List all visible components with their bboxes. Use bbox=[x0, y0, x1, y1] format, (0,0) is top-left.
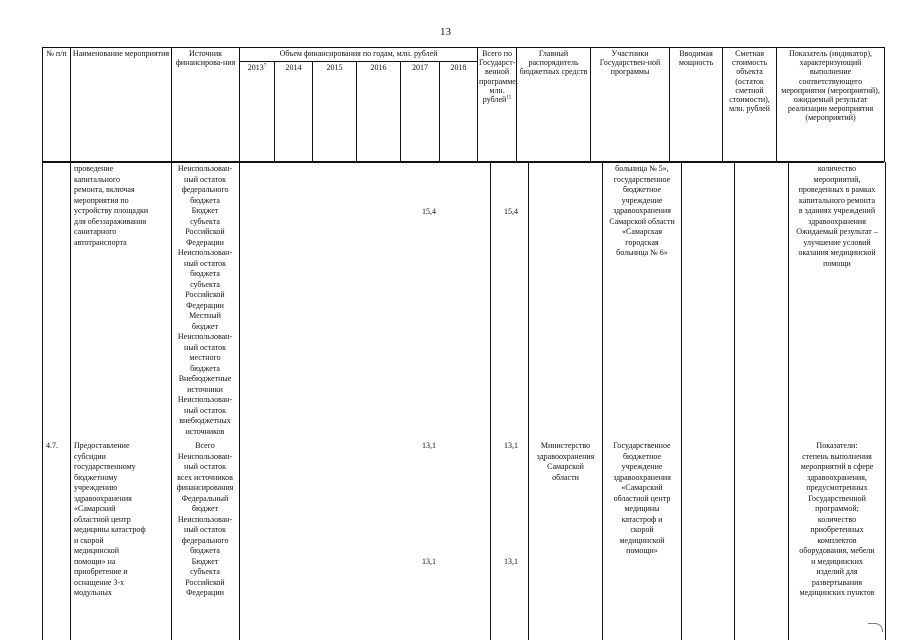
col-divider bbox=[681, 162, 682, 640]
row-prev-value-2017: 15,4 bbox=[422, 207, 436, 216]
header-year-2013: 2013$^7$ bbox=[240, 62, 275, 162]
row-prev-total: 15,4 bbox=[504, 207, 518, 216]
row-47-total: 13,1 bbox=[504, 441, 518, 450]
row-47-num: 4.7. bbox=[46, 441, 58, 450]
footnote-marker: 7 bbox=[263, 63, 267, 69]
row-47-total-subject: 13,1 bbox=[504, 557, 518, 566]
header-indicator: Показатель (индикатор), характеризующий выполнение соответствующего мероприятия (мероприятий), ожидаемый результат реализации мероприятия (мероприятий) bbox=[777, 48, 885, 162]
footnote-marker: 15 bbox=[506, 95, 512, 101]
header-cost: Сметная стоимость объекта (остаток сметной стоимости), млн. рублей bbox=[723, 48, 777, 162]
row-47-indicator: Показатели: степень выполнения мероприятий в сфере здравоохранения, предусмотренных Государственной программой; количество приобретенных комплектов оборудования, мебели и медицинских изделий для развертывания медицинских пунктов bbox=[799, 441, 875, 597]
row-47-value-2017-subject: 13,1 bbox=[422, 557, 436, 566]
header-num: № п/п bbox=[43, 48, 71, 162]
row-47-value-2017-total: 13,1 bbox=[422, 441, 436, 450]
row-47-participants: Государственное бюджетное учреждение здравоохранения «Самарский областной центр медицины катастроф и скорой медицинской помощи» bbox=[613, 441, 671, 555]
header-year-2015: 2015 bbox=[313, 62, 357, 162]
row-47-sources: Всего Неиспользован- ный остаток всех источников финансирования Федеральный бюджет Неиспользован- ный остаток федерального бюджета Бюджет субъекта Российской Федерации bbox=[176, 441, 234, 597]
header-year-2016: 2016 bbox=[357, 62, 401, 162]
col-divider bbox=[734, 162, 735, 640]
header-name: Наименование мероприятия bbox=[71, 48, 172, 162]
row-divider bbox=[42, 162, 884, 163]
header-participants: Участники Государствен-ной программы bbox=[591, 48, 670, 162]
header-main-manager: Главный распорядитель бюджетных средств bbox=[517, 48, 591, 162]
col-divider bbox=[528, 162, 529, 640]
col-divider bbox=[602, 162, 603, 640]
page-number: 13 bbox=[440, 26, 451, 38]
row-47-main-manager: Министерство здравоохранения Самарской области bbox=[536, 441, 595, 482]
header-total: Всего по Государст-венной программе, млн. рублей$^{15}$ bbox=[478, 48, 517, 162]
row-prev-sources: Неиспользован- ный остаток федерального бюджета Бюджет субъекта Российской Федерации Неиспользован- ный остаток бюджета субъекта Российской Федерации Местный бюджет Неиспользован- ный остаток местного бюджета Внебюджетные источники Неиспользован- ный остаток внебюджетных источников bbox=[177, 164, 233, 436]
header-year-2014: 2014 bbox=[275, 62, 313, 162]
header-capacity: Вводимая мощность bbox=[670, 48, 723, 162]
header-year-2018: 2018 bbox=[440, 62, 478, 162]
col-divider bbox=[70, 162, 71, 640]
row-47-name: Предоставление субсидии государственному бюджетному учреждению здравоохранения «Самарский областной центр медицины катастроф и скорой медицинской помощи» на приобретение и оснащение 3-х модульных bbox=[74, 441, 146, 597]
row-prev-indicator: количество мероприятий, проведенных в рамках капитального ремонта в зданиях учреждений здравоохранения Ожидаемый результат – улучшение условий оказания медицинской помощи bbox=[796, 164, 878, 268]
col-divider bbox=[239, 162, 240, 640]
header-year-2017: 2017 bbox=[401, 62, 440, 162]
header-source: Источник финансирова-ния bbox=[172, 48, 240, 162]
row-prev-participants: больница № 5», государственное бюджетное учреждение здравоохранения Самарской области «Самарская городская больница № 6» bbox=[609, 164, 675, 257]
col-divider bbox=[490, 162, 491, 640]
header-funding-group: Объем финансирования по годам, млн. рублей bbox=[240, 48, 478, 62]
table-header bbox=[42, 47, 885, 162]
row-prev-name: проведение капитального ремонта, включая мероприятия по устройству площадки для обеззараживания санитарного автотранспорта bbox=[74, 164, 149, 247]
